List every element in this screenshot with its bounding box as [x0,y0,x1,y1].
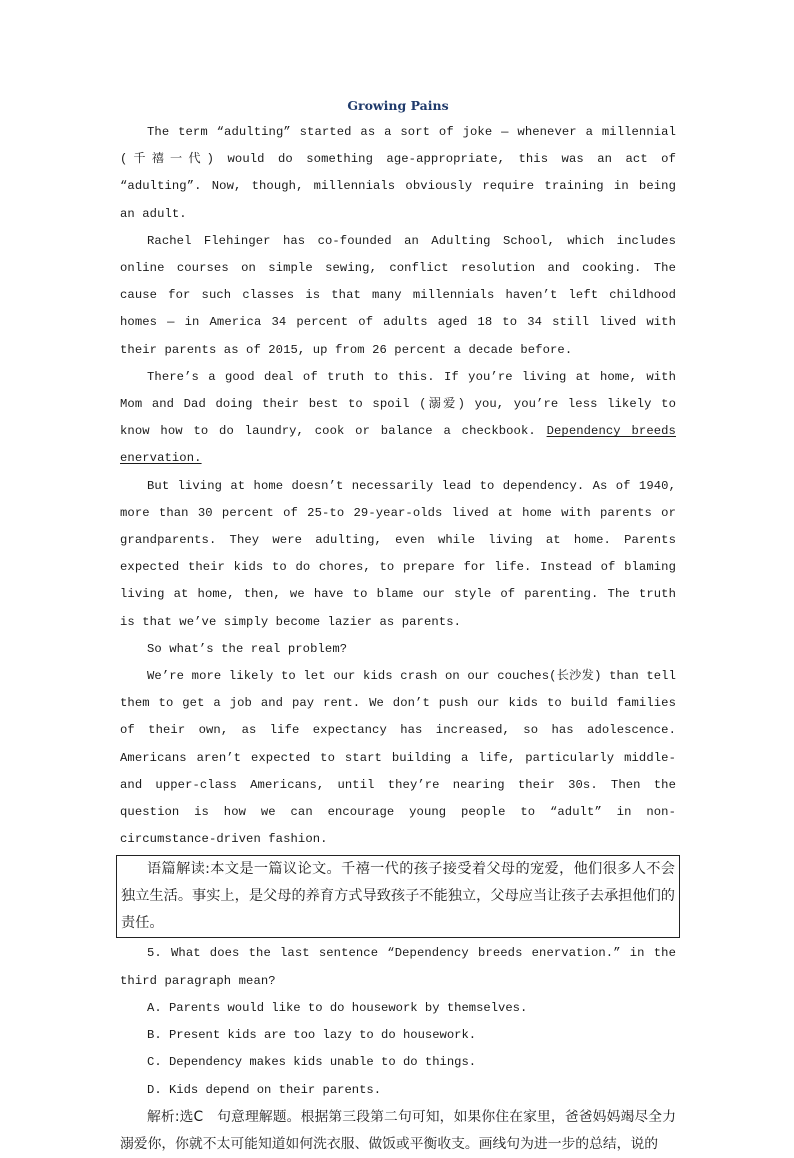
question-stem: 5. What does the last sentence “Dependency breeds enervation.” in the third paragraph mean? [120,946,676,988]
page-title: Growing Pains [347,98,449,113]
paragraph-4: But living at home doesn’t necessarily lead to dependency. As of 1940, more than 30 percent of 25-to 29-year-olds lived at home with parents or grandparents. They were adulting, even while living at home. Parents expected their kids to do chores, to prepare for life. Instead of blaming living at home, then, we have to blame our style of parenting. The truth is that we’ve simply become lazier as parents. [120,478,676,629]
option-a: A. Parents would like to do housework by themselves. [147,1000,528,1015]
option-b: B. Present kids are too lazy to do housework. [147,1028,477,1043]
document-page [120,92,676,1158]
paragraph-3 [120,364,676,473]
paragraph-2: Rachel Flehinger has co-founded an Adulting School, which includes online courses on simple sewing, conflict resolution and cooking. The cause for such classes is that many millennials haven’t left childhood homes — in America 34 percent of adults aged 18 to 34 still lived with their parents as of 2015, up from 26 percent a decade before. [120,233,676,357]
paragraph-1: The term “adulting” started as a sort of joke — whenever a millennial (千禧一代) would do something age-appropriate, this was an act of “adulting”. Now, though, millennials obviously require training in being an adult. [120,125,676,221]
option-c: C. Dependency makes kids unable to do things. [147,1055,477,1070]
paragraph-3-text: There’s a good deal of truth to this. If you’re living at home, with Mom and Dad doing their best to spoil (溺爱) you, you’re less likely to know how to do laundry, cook or balance a checkbook. [120,369,676,439]
analysis-text: 解析:选C 句意理解题。根据第三段第二句可知，如果你住在家里，爸爸妈妈竭尽全力溺爱你，你就不太可能知道如何洗衣服、做饭或平衡收支。画线句为进一步的总结，说的 [120,1108,676,1152]
paragraph-5: So what’s the real problem? [147,641,348,656]
paragraph-6: We’re more likely to let our kids crash on our couches(长沙发) than tell them to get a job and pay rent. We don’t push our kids to build families of their own, as life expectancy has increased, so has adolescence. Americans aren’t expected to start building a life, particularly middle-and upper-class Americans, until they’re nearing their 30s. Then the question is how we can encourage young people to “adult” in non-circumstance-driven fashion. [120,669,676,847]
underlined-sentence: Dependency breeds enervation. [120,424,676,466]
summary-box: 语篇解读:本文是一篇议论文。千禧一代的孩子接受着父母的宠爱，他们很多人不会独立生活。事实上，是父母的养育方式导致孩子不能独立，父母应当让孩子去承担他们的责任。 [116,855,680,938]
option-d: D. Kids depend on their parents. [147,1082,382,1097]
